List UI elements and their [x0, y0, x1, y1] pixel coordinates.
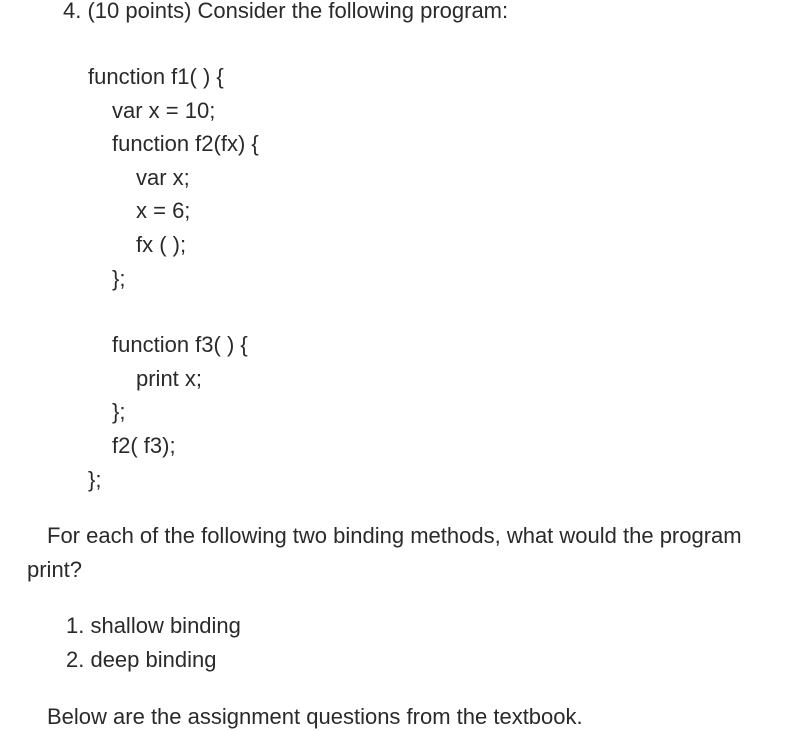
- list-item: 2. deep binding: [66, 647, 217, 672]
- code-line: f2( f3);: [112, 433, 176, 458]
- code-line: var x = 10;: [112, 98, 216, 123]
- code-line: };: [112, 266, 126, 291]
- code-line: function f3( ) {: [112, 332, 248, 357]
- prompt-line-2: print?: [27, 557, 83, 582]
- question-header: 4. (10 points) Consider the following program:: [63, 0, 509, 23]
- code-line: fx ( );: [136, 232, 187, 257]
- code-line: x = 6;: [136, 198, 191, 223]
- code-line: print x;: [136, 366, 203, 391]
- prompt-line-1: For each of the following two binding methods, what would the program: [47, 523, 742, 548]
- code-line: var x;: [136, 165, 190, 190]
- code-line: function f1( ) {: [88, 64, 224, 89]
- list-item: 1. shallow binding: [66, 613, 241, 638]
- footer-text: Below are the assignment questions from the textbook.: [47, 704, 583, 729]
- code-line: };: [112, 399, 126, 424]
- code-line: };: [88, 467, 102, 492]
- code-line: function f2(fx) {: [112, 131, 259, 156]
